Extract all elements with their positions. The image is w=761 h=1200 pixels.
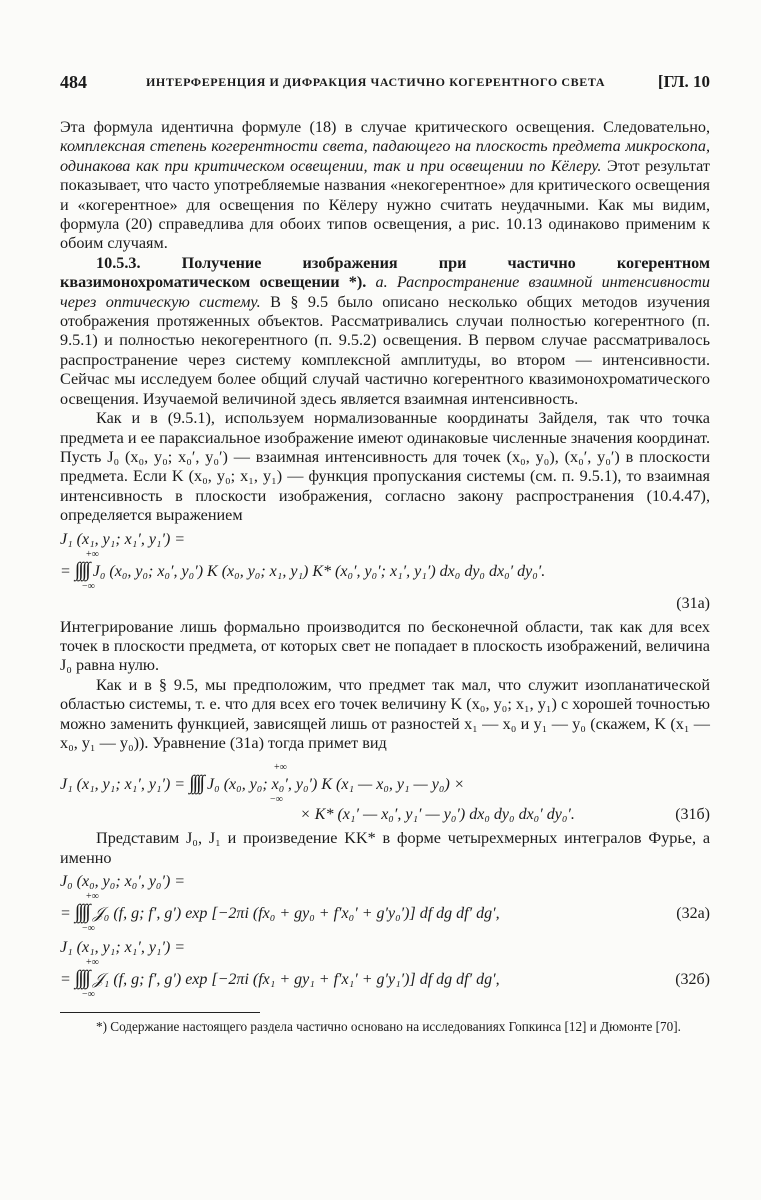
eq31b-rhs2: × K* (x₁′ — x₀′, y₁′ — y₀′) dx₀ dy₀ dx₀′ dy₀′.: [300, 806, 575, 824]
eq32a-row: = ∫∫∫∫ 𝒥₀ (f, g; f′, g′) exp [−2πi (fx₀ + gy₀ + f′x₀′ + g′y₀′)] df dg df′ dg′, (32a): [60, 901, 710, 924]
eq32b-integrals: ∫∫∫∫: [74, 967, 89, 990]
eq32b-upper-limit: +∞: [86, 957, 99, 969]
eq31b-lhs: J₁ (x₁, y₁; x₁′, y₁′) =: [60, 776, 186, 794]
eq31a-number: (31a): [676, 594, 710, 612]
eq32b-rhs: 𝒥₁ (f, g; f′, g′) exp [−2πi (fx₁ + gy₁ + f′x₁′ + g′y₁′)] df dg df′ dg′,: [92, 971, 500, 989]
paragraph-4: Интегрирование лишь формально производится по бесконечной области, так как для всех точек в плоскости предмета, от которых свет не попадает в плоскость изображений, величина J₀ равна нулю.: [60, 617, 710, 675]
eq32a-lower-limit: −∞: [82, 923, 95, 935]
footnote-rule: [60, 1012, 260, 1013]
eq31b-number: (31б): [675, 806, 710, 824]
equation-32a: [60, 872, 710, 934]
p1-italic: комплексная степень когерентности света, падающего на плоскость предмета микроскопа, одинакова как при критическом освещении, так и при освещении по Кёлеру.: [60, 137, 710, 175]
chapter-label: [ГЛ. 10: [657, 72, 710, 91]
subsection-heading: а. Распространение взаимной интенсивности через оптическую систему.: [60, 273, 711, 311]
eq31a-integrals: ∫∫∫∫: [74, 558, 89, 581]
eq31b-rhs1: J₀ (x₀, y₀; x₀′, y₀′) K (x₁ — x₀, y₁ — y₀) ×: [207, 776, 465, 794]
eq32a-lhs: J₀ (x₀, y₀; x₀′, y₀′) =: [60, 873, 186, 891]
eq31b-integrals: ∫∫∫∫: [189, 772, 204, 795]
eq31b-line2-row: [60, 805, 710, 825]
running-header: [60, 72, 710, 96]
p1-text-c: Этот результат показывает, что часто употребляемые названия «некогерентное» для критического освещения и «когерентное» для освещения по Кёлеру нужно считать неудачными. Как мы видим, формула (20) справедлива для обоих типов освещения, а рис. 10.13 одинаково применим к обоим случаям.: [60, 156, 710, 253]
footnote: *) Содержание настоящего раздела частично основано на исследованиях Гопкинса [12] и Дюмонте [70].: [96, 1019, 681, 1035]
eq31a-rhs-text: J₀ (x₀, y₀; x₀′, y₀′) K (x₀, y₀; x₁, y₁) K* (x₀′, y₀′; x₁′, y₁′) dx₀ dy₀ dx₀′ dy₀′.: [92, 562, 546, 580]
paragraph-3: Как и в (9.5.1), используем нормализованные координаты Зайделя, так что точка предмета и ее параксиальное изображение имеют одинаковые численные значения координат. Пусть J₀ (x₀, y₀; x₀′, y₀′) — взаимная интенсивность для точек (x₀, y₀), (x₀′, y₀′) в плоскости предмета. Если K (x₀, y₀; x₁, y₁) — функция пропускания системы (см. п. 9.5.1), то взаимная интенсивность в плоскости изображения, согласно закону распространения (10.4.47), определяется выражением: [60, 409, 710, 525]
eq32a-integrals: ∫∫∫∫: [74, 901, 89, 924]
page-body: [60, 118, 710, 1035]
equation-31a: [60, 530, 710, 614]
page-number: 484: [60, 72, 87, 92]
equation-32b: [60, 938, 710, 1000]
eq31a-rhs: = ∫∫∫∫ J₀ (x₀, y₀; x₀′, y₀′) K (x₀, y₀; x₁, y₁) K* (x₀′, y₀′; x₁′, y₁′) dx₀ dy₀ dx₀′ dy₀′.: [60, 558, 546, 581]
eq31a-upper-limit: +∞: [86, 548, 99, 560]
eq32a-number: (32a): [676, 905, 710, 923]
eq32a-upper-limit: +∞: [86, 891, 99, 903]
p2-text: В § 9.5 было описано несколько общих методов изучения отображения протяженных объектов. Рассматривались случаи полностью когерентного (п. 9.5.1) и полностью некогерентного (п. 9.5.2) освещения. В первом случае рассматривалось распространение через систему комплексной амплитуды, во втором — интенсивности. Сейчас мы исследуем более общий случай частично когерентного квазимонохроматического освещения. Изучаемой величиной здесь является взаимная интенсивность.: [60, 292, 710, 408]
eq31a-lhs: J₁ (x₁, y₁; x₁′, y₁′) =: [60, 530, 186, 548]
section-paragraph: [60, 254, 710, 409]
eq32a-rhs: 𝒥₀ (f, g; f′, g′) exp [−2πi (fx₀ + gy₀ + f′x₀′ + g′y₀′)] df dg df′ dg′,: [92, 905, 500, 923]
section-heading: 10.5.3. Получение изображения при частично когерентном квазимонохроматическом освещении *).: [60, 253, 710, 292]
eq31b-lower-limit: −∞: [270, 794, 283, 806]
eq31b-upper-limit: +∞: [274, 762, 287, 774]
running-title: ИНТЕРФЕРЕНЦИЯ И ДИФРАКЦИЯ ЧАСТИЧНО КОГЕРЕНТНОГО СВЕТА: [146, 75, 606, 89]
equation-31b: [60, 763, 710, 825]
paragraph-5: Как и в § 9.5, мы предположим, что предмет так мал, что служит изопланатической областью системы, т. е. что для всех его точек величину K (x₀, y₀; x₁, y₁) с хорошей точностью можно заменить функцией, зависящей лишь от разностей x₁ — x₀ и y₁ — y₀ (скажем, K (x₁ — x₀, y₁ — y₀)). Уравнение (31a) тогда примет вид: [60, 675, 710, 752]
eq32b-number: (32б): [675, 971, 710, 989]
eq32b-row: = ∫∫∫∫ 𝒥₁ (f, g; f′, g′) exp [−2πi (fx₁ + gy₁ + f′x₁′ + g′y₁′)] df dg df′ dg′, (32б): [60, 967, 710, 990]
paragraph-6: Представим J₀, J₁ и произведение KK* в форме четырехмерных интегралов Фурье, а именно: [60, 829, 710, 867]
eq31b-line1: [60, 773, 710, 795]
p1-text-a: Эта формула идентична формуле (18) в случае критического освещения. Следовательно,: [60, 118, 710, 136]
paragraph-1: [60, 118, 710, 254]
eq32b-lhs: J₁ (x₁, y₁; x₁′, y₁′) =: [60, 939, 186, 957]
eq32b-lower-limit: −∞: [82, 989, 95, 1001]
eq31a-lower-limit: −∞: [82, 580, 95, 592]
